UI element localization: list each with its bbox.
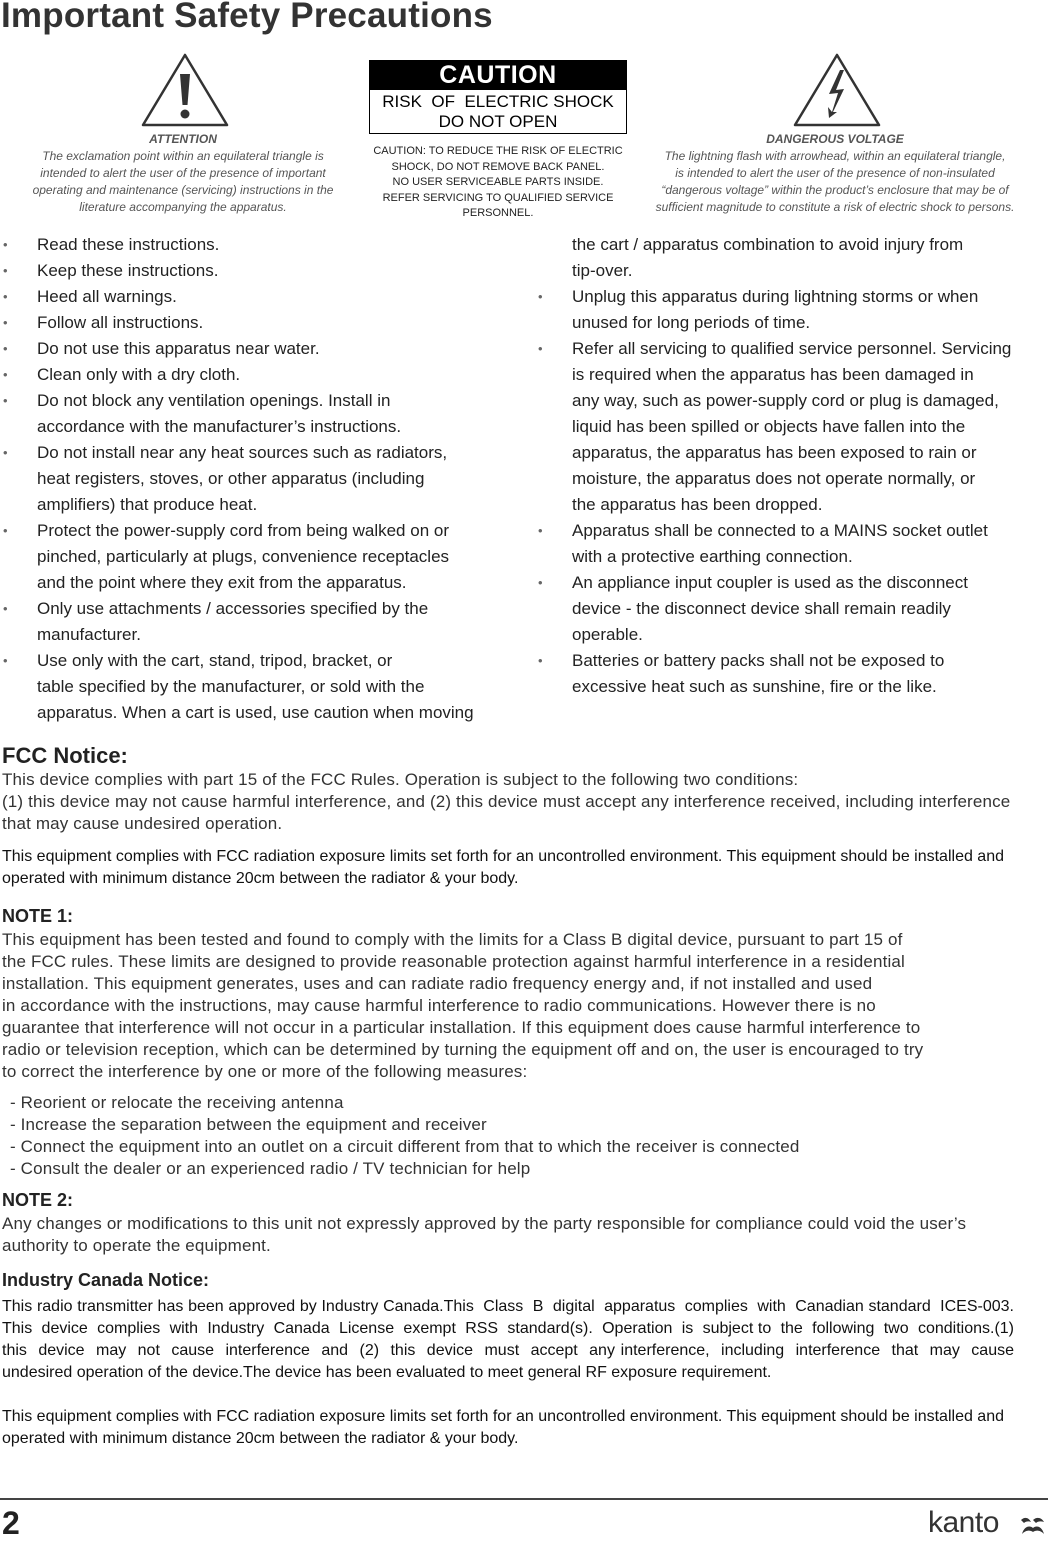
note1-line: to correct the interference by one or more of the following measures:	[2, 1062, 528, 1081]
instruction-line: manufacturer.	[37, 625, 141, 644]
fcc-paragraph-rest: (1) this device may not cause harmful interference, and (2) this device must accept any interference received, including interference that may cause undesired operation.	[2, 792, 1011, 833]
voltage-line: “dangerous voltage” within the product’s enclosure that may be of	[661, 183, 1009, 197]
instruction-line: Unplug this apparatus during lightning storms or when	[572, 287, 979, 306]
instruction-line: apparatus, the apparatus has been exposed to rain or	[572, 443, 977, 462]
page-number: 2	[2, 1505, 20, 1541]
fcc-paragraph-line: This device complies with part 15 of the FCC Rules. Operation is subject to the following two conditions:	[2, 770, 799, 789]
instruction-item	[0, 310, 520, 336]
fcc-paragraph	[2, 769, 1046, 835]
caution-label	[369, 60, 627, 134]
instruction-item	[535, 284, 1047, 336]
fcc-radiation-statement: This equipment complies with FCC radiation exposure limits set forth for an uncontrolled environment. This equipment should be installed and operated with minimum distance 20cm between the radiator & your body.	[2, 848, 1004, 887]
instruction-item	[535, 570, 1047, 648]
instruction-line: accordance with the manufacturer’s instructions.	[37, 417, 402, 436]
instruction-item	[0, 440, 520, 518]
instruction-item	[535, 648, 1047, 700]
instruction-line: amplifiers) that produce heat.	[37, 495, 258, 514]
instruction-line: Protect the power-supply cord from being walked on or	[37, 521, 449, 540]
note1-measure-item: - Connect the equipment into an outlet on a circuit different from that to which the receiver is connected	[10, 1137, 800, 1156]
instruction-line: excessive heat such as sunshine, fire or the like.	[572, 677, 937, 696]
bullet-icon: •	[3, 445, 8, 460]
instruction-line: table specified by the manufacturer, or sold with the	[37, 677, 425, 696]
instruction-item	[535, 336, 1047, 518]
page-title: Important Safety Precautions	[1, 0, 493, 35]
bullet-icon: •	[538, 575, 543, 590]
instruction-item	[0, 232, 520, 258]
instruction-line: Do not block any ventilation openings. Install in	[37, 391, 391, 410]
voltage-line: The lightning flash with arrowhead, within an equilateral triangle,	[664, 149, 1006, 163]
instruction-item	[0, 258, 520, 284]
note2-heading: NOTE 2:	[2, 1190, 74, 1210]
instruction-item	[0, 648, 520, 726]
brand-wordmark: kanto	[928, 1506, 999, 1539]
bullet-icon: •	[538, 653, 543, 668]
caution-header: CAUTION	[370, 61, 626, 90]
instruction-line: operable.	[572, 625, 643, 644]
bullet-icon: •	[3, 653, 8, 668]
instruction-line: Clean only with a dry cloth.	[37, 365, 241, 384]
instruction-line: tip-over.	[572, 261, 633, 280]
instruction-item	[0, 336, 520, 362]
bullet-icon: •	[3, 367, 8, 382]
instruction-item	[0, 284, 520, 310]
note1-line: installation. This equipment generates, uses and can radiate radio frequency energy and, if not installed and used	[2, 974, 873, 993]
note1-heading: NOTE 1:	[2, 906, 74, 926]
instruction-item	[0, 596, 520, 648]
bullet-icon: •	[3, 237, 8, 252]
attention-caption	[0, 131, 366, 216]
kanto-logo-icon	[1019, 1516, 1047, 1536]
bullet-icon: •	[538, 523, 543, 538]
caution-risk-line: RISK OF ELECTRIC SHOCK	[382, 92, 614, 111]
attention-line: The exclamation point within an equilateral triangle is	[42, 149, 324, 163]
instruction-line: Keep these instructions.	[37, 261, 219, 280]
instruction-line: Refer all servicing to qualified service personnel. Servicing	[572, 339, 1012, 358]
instruction-line: is required when the apparatus has been damaged in	[572, 365, 974, 384]
instruction-line: Heed all warnings.	[37, 287, 177, 306]
instructions-right-column	[535, 232, 1047, 700]
instruction-line: unused for long periods of time.	[572, 313, 811, 332]
industry-canada-radiation-statement: This equipment complies with FCC radiation exposure limits set forth for an uncontrolled environment. This equipment should be installed and operated with minimum distance 20cm between the radiator & your body.	[2, 1408, 1004, 1447]
note2-paragraph: Any changes or modifications to this unit not expressly approved by the party responsible for compliance could void the user’s authority to operate the equipment.	[2, 1214, 967, 1255]
instruction-continuation	[535, 232, 1047, 284]
bullet-icon: •	[3, 393, 8, 408]
voltage-heading: DANGEROUS VOLTAGE	[766, 132, 904, 146]
attention-line: intended to alert the user of the presence of important	[40, 166, 326, 180]
instruction-line: Do not install near any heat sources such as radiators,	[37, 443, 448, 462]
voltage-caption	[622, 131, 1048, 216]
instruction-line: the cart / apparatus combination to avoid injury from	[572, 235, 964, 254]
bullet-icon: •	[3, 315, 8, 330]
note1-measure-item: - Increase the separation between the equipment and receiver	[10, 1115, 487, 1134]
voltage-line: is intended to alert the user of the presence of non-insulated	[675, 166, 995, 180]
note1-measure-item: - Reorient or relocate the receiving antenna	[10, 1093, 344, 1112]
note1-paragraph	[2, 929, 1048, 1083]
caution-note	[366, 144, 630, 222]
note1-line: guarantee that interference will not occur in a particular installation. If this equipment does cause harmful interference to	[2, 1018, 921, 1037]
voltage-line: sufficient magnitude to constitute a risk of electric shock to persons.	[655, 200, 1015, 214]
instruction-line: Read these instructions.	[37, 235, 220, 254]
fcc-heading: FCC Notice:	[2, 743, 128, 768]
note1-line: This equipment has been tested and found to comply with the limits for a Class B digital device, pursuant to part 15 of	[2, 930, 903, 949]
caution-note-line: PERSONNEL.	[462, 207, 534, 219]
instruction-line: moisture, the apparatus does not operate normally, or	[572, 469, 976, 488]
instruction-line: Apparatus shall be connected to a MAINS socket outlet	[572, 521, 988, 540]
instruction-line: device - the disconnect device shall remain readily	[572, 599, 951, 618]
note1-line: in accordance with the instructions, may cause harmful interference to radio communications. However there is no	[2, 996, 876, 1015]
attention-line: literature accompanying the apparatus.	[79, 200, 287, 214]
industry-canada-heading: Industry Canada Notice:	[2, 1270, 210, 1290]
bullet-icon: •	[3, 341, 8, 356]
instructions-left-column	[0, 232, 520, 726]
lightning-triangle-icon	[792, 52, 882, 128]
caution-note-line: REFER SERVICING TO QUALIFIED SERVICE	[382, 191, 614, 204]
note1-measures-list	[0, 1092, 1040, 1180]
instruction-item	[0, 388, 520, 440]
bullet-icon: •	[3, 263, 8, 278]
instruction-line: apparatus. When a cart is used, use caution when moving	[37, 703, 474, 722]
note1-line: the FCC rules. These limits are designed to provide reasonable protection against harmful interference in a residential	[2, 952, 905, 971]
bullet-icon: •	[3, 289, 8, 304]
instruction-item	[535, 518, 1047, 570]
footer-divider	[0, 1498, 1048, 1500]
instruction-line: pinched, particularly at plugs, convenience receptacles	[37, 547, 450, 566]
instruction-line: Use only with the cart, stand, tripod, bracket, or	[37, 651, 393, 670]
attention-line: operating and maintenance (servicing) instructions in the	[32, 183, 334, 197]
instruction-line: the apparatus has been dropped.	[572, 495, 823, 514]
instruction-line: Follow all instructions.	[37, 313, 204, 332]
warning-triangle-icon	[140, 52, 230, 128]
instruction-line: any way, such as power-supply cord or plug is damaged,	[572, 391, 999, 410]
instruction-line: liquid has been spilled or objects have fallen into the	[572, 417, 966, 436]
instruction-item	[0, 362, 520, 388]
bullet-icon: •	[3, 601, 8, 616]
note1-measure-item: - Consult the dealer or an experienced radio / TV technician for help	[10, 1159, 531, 1178]
instruction-line: Batteries or battery packs shall not be exposed to	[572, 651, 945, 670]
instruction-line: and the point where they exit from the apparatus.	[37, 573, 407, 592]
caution-note-line: NO USER SERVICEABLE PARTS INSIDE.	[392, 176, 604, 188]
industry-canada-paragraph: This radio transmitter has been approved by Industry Canada.This Class B digital apparatus complies with Canadian standard ICES-003. This device complies with Industry Canada License exempt RSS standard(s). Operation is subject to the following two conditions.(1) this device may not cause interference and (2) this device must accept any interference, including interference that may cause undesired operation of the device.The device has been evaluated to meet general RF exposure requirement.	[2, 1298, 1023, 1381]
instruction-line: Do not use this apparatus near water.	[37, 339, 320, 358]
bullet-icon: •	[3, 523, 8, 538]
instruction-line: An appliance input coupler is used as the disconnect	[572, 573, 968, 592]
attention-heading: ATTENTION	[149, 132, 217, 146]
instruction-line: Only use attachments / accessories specified by the	[37, 599, 429, 618]
bullet-icon: •	[538, 341, 543, 356]
caution-note-line: SHOCK, DO NOT REMOVE BACK PANEL.	[391, 160, 605, 173]
caution-do-not-open-line: DO NOT OPEN	[438, 112, 558, 131]
caution-note-line: CAUTION: TO REDUCE THE RISK OF ELECTRIC	[373, 145, 623, 157]
instruction-line: with a protective earthing connection.	[572, 547, 853, 566]
note1-line: radio or television reception, which can be determined by turning the equipment off and on, the user is encouraged to try	[2, 1040, 924, 1059]
instruction-item	[0, 518, 520, 596]
bullet-icon: •	[538, 289, 543, 304]
instruction-line: heat registers, stoves, or other apparatus (including	[37, 469, 425, 488]
